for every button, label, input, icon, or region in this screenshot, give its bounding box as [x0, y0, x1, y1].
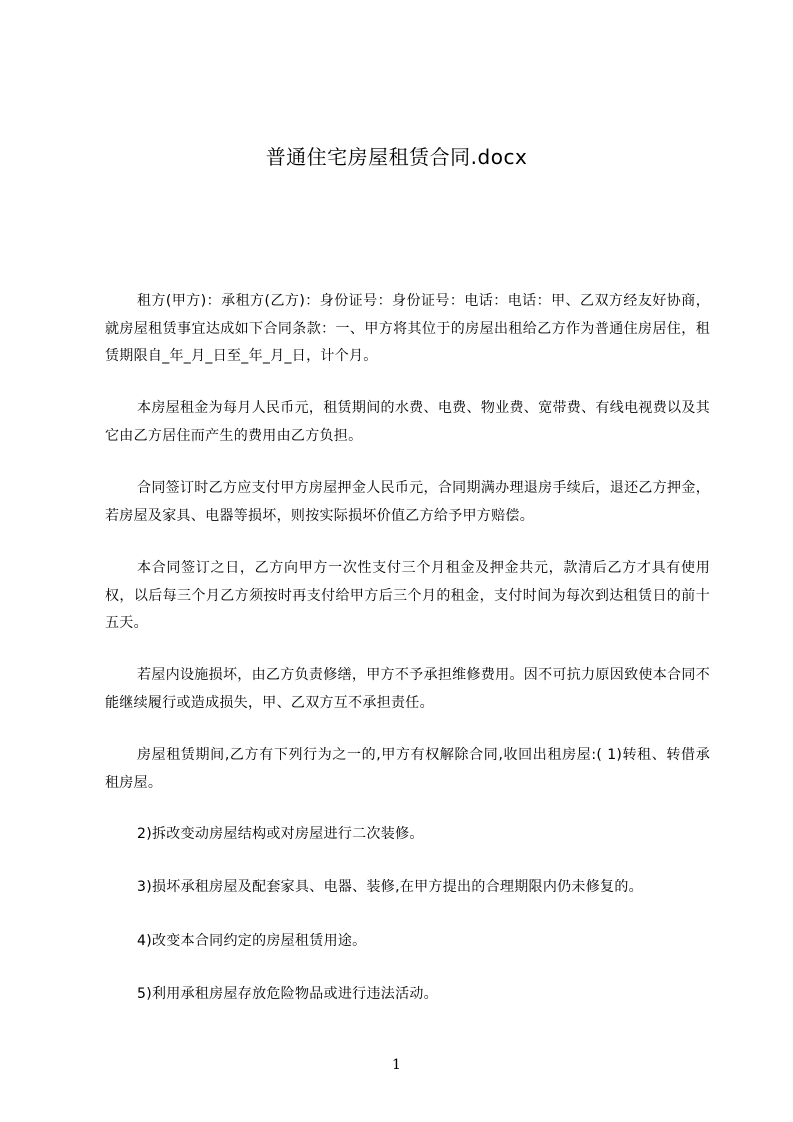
document-title: 普通住宅房屋租赁合同.docx	[265, 145, 528, 169]
paragraph-repairs: 若屋内设施损坏，由乙方负责修缮，甲方不予承担维修费用。因不可抗力原因致使本合同不能继续履行或造成损失，甲、乙双方互不承担责任。	[105, 667, 710, 711]
paragraph-termination: 房屋租赁期间,乙方有下列行为之一的,甲方有权解除合同,收回出租房屋:( 1)转租、转借承租房屋。	[105, 747, 710, 791]
paragraph-rent: 本房屋租金为每月人民币元，租赁期间的水费、电费、物业费、宽带费、有线电视费以及其它由乙方居住而产生的费用由乙方负担。	[105, 400, 710, 444]
paragraph-parties: 租方(甲方)：承租方(乙方)：身份证号：身份证号：电话：电话：甲、乙双方经友好协商，就房屋租赁事宜达成如下合同条款：一、甲方将其位于的房屋出租给乙方作为普通住房居住，租赁期限自_年_月_日至_年_月_日，计个月。	[105, 293, 710, 364]
paragraph-deposit: 合同签订时乙方应支付甲方房屋押金人民币元，合同期满办理退房手续后，退还乙方押金，若房屋及家具、电器等损坏，则按实际损坏价值乙方给予甲方赔偿。	[105, 480, 710, 524]
paragraph-clause-2: 2)拆改变动房屋结构或对房屋进行二次装修。	[137, 826, 424, 842]
page-number: 1	[392, 1057, 401, 1073]
paragraph-clause-3: 3)损坏承租房屋及配套家具、电器、装修,在甲方提出的合理期限内仍未修复的。	[137, 879, 643, 895]
paragraph-clause-4: 4)改变本合同约定的房屋租赁用途。	[137, 933, 367, 949]
paragraph-payment: 本合同签订之日，乙方向甲方一次性支付三个月租金及押金共元，款清后乙方才具有使用权，以后每三个月乙方须按时再支付给甲方后三个月的租金，支付时间为每次到达租赁日的前十五天。	[105, 560, 710, 631]
paragraph-clause-5: 5)利用承租房屋存放危险物品或进行违法活动。	[137, 986, 438, 1002]
